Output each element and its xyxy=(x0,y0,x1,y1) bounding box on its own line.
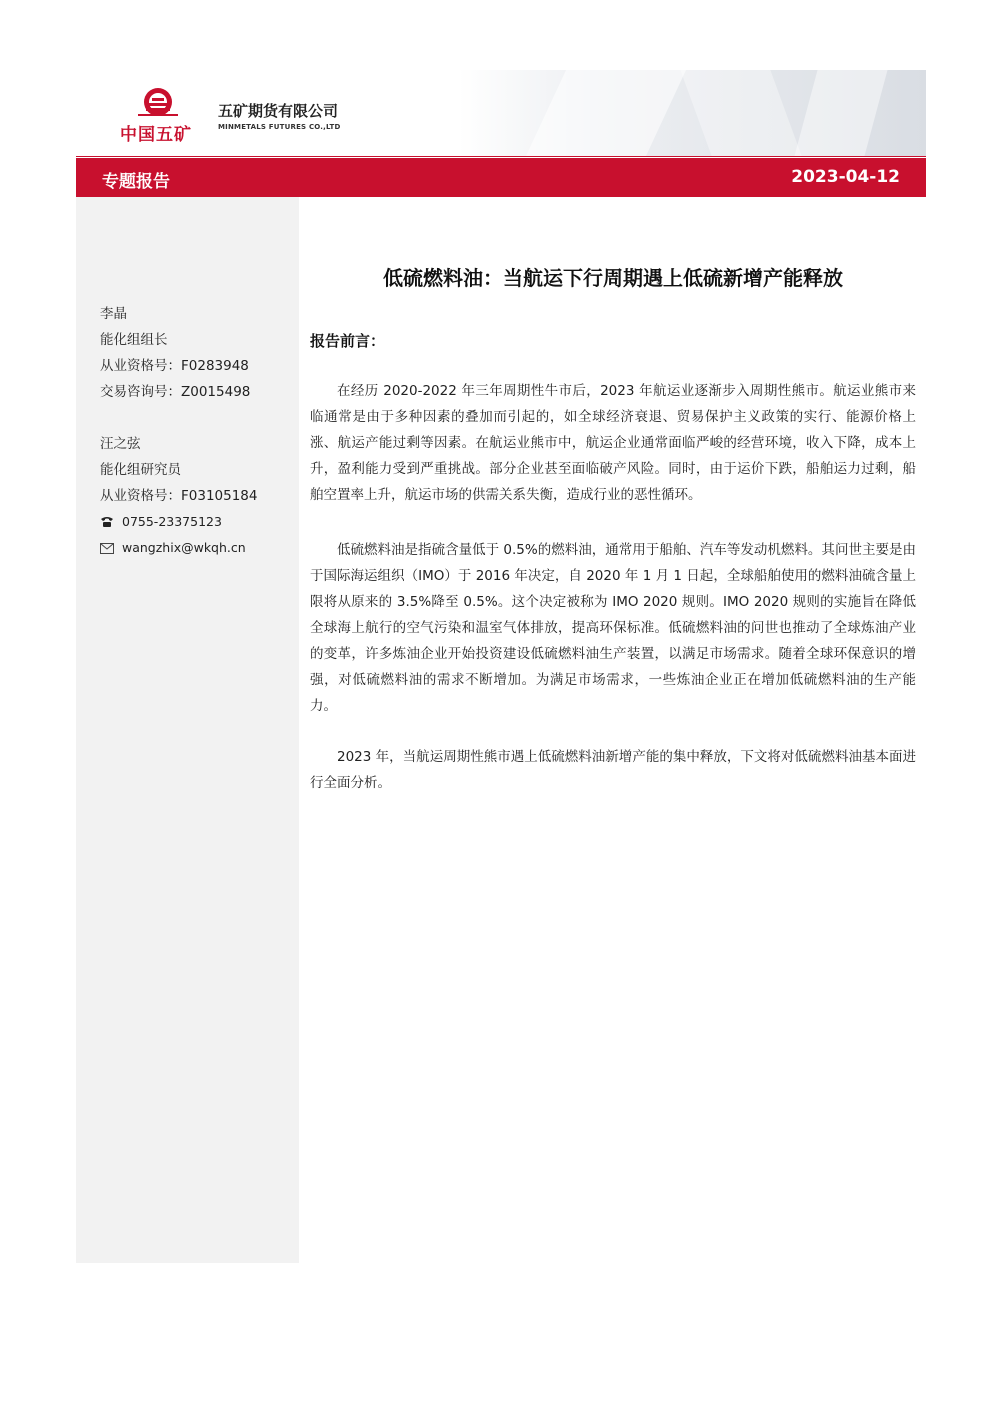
paragraph: 2023 年，当航运周期性熊市遇上低硫燃料油新增产能的集中释放，下文将对低硫燃料油基本面进行全面分析。 xyxy=(310,749,916,791)
logo-wordmark: 中国五矿 xyxy=(120,125,192,145)
paragraph: 低硫燃料油是指硫含量低于 0.5%的燃料油，通常用于船舶、汽车等发动机燃料。其问世主要是由于国际海运组织（IMO）于 2016 年决定，自 2020 年 1 月 1 日起，全球船舶使用的燃料油硫含量上限将从原来的 3.5%降至 0.5%。这个决定被称为 IMO 2020 规则。IMO 2020 规则的实施旨在降低全球海上航行的空气污染和温室气体排放，提高环保标准。低硫燃料油的问世也推动了全球炼油产业的变革，许多炼油企业开始投资建设低硫燃料油生产装置，以满足市场需求。随着全球环保意识的增强，对低硫燃料油的需求不断增加。为满足市场需求，一些炼油企业正在增加低硫燃料油的生产能力。 xyxy=(310,542,916,714)
company-name-en: MINMETALS FUTURES CO.,LTD xyxy=(218,123,341,131)
author-phone xyxy=(100,509,257,535)
report-date: 2023-04-12 xyxy=(791,167,900,187)
header-decoration xyxy=(526,70,686,156)
author-qualification: 从业资格号：F03105184 xyxy=(100,488,258,504)
author-name: 汪之弦 xyxy=(100,436,141,452)
author-title: 能化组组长 xyxy=(100,332,168,348)
author-qualification: 从业资格号：F0283948 xyxy=(100,358,249,374)
author-title: 能化组研究员 xyxy=(100,462,181,478)
author-card xyxy=(100,431,257,561)
company-name-cn: 五矿期货有限公司 xyxy=(218,102,339,120)
report-type-bar xyxy=(76,158,926,197)
report-type: 专题报告 xyxy=(102,172,170,192)
section-heading: 报告前言： xyxy=(310,332,386,350)
report-header xyxy=(76,70,926,156)
author-consulting-number: 交易咨询号：Z0015498 xyxy=(100,384,251,400)
email-address[interactable]: wangzhix@wkqh.cn xyxy=(122,540,246,555)
telephone-icon xyxy=(100,516,114,528)
header-decoration xyxy=(794,70,887,156)
phone-number: 0755-23375123 xyxy=(122,514,222,529)
author-sidebar xyxy=(76,197,299,1263)
author-email xyxy=(100,535,257,561)
divider xyxy=(76,156,926,157)
author-card xyxy=(100,301,250,405)
report-title: 低硫燃料油：当航运下行周期遇上低硫新增产能释放 xyxy=(383,266,843,290)
header-decoration xyxy=(680,70,801,156)
envelope-icon xyxy=(100,543,114,554)
author-name: 李晶 xyxy=(100,306,127,322)
paragraph: 在经历 2020-2022 年三年周期性牛市后，2023 年航运业逐渐步入周期性熊市。航运业熊市来临通常是由于多种因素的叠加而引起的，如全球经济衰退、贸易保护主义政策的实行、能源价格上涨、航运产能过剩等因素。在航运业熊市中，航运企业通常面临严峻的经营环境，收入下降，成本上升，盈利能力受到严重挑战。部分企业甚至面临破产风险。同时，由于运价下跌，船舶运力过剩，船舶空置率上升，航运市场的供需关系失衡，造成行业的恶性循环。 xyxy=(310,383,916,503)
company-name xyxy=(218,100,340,131)
